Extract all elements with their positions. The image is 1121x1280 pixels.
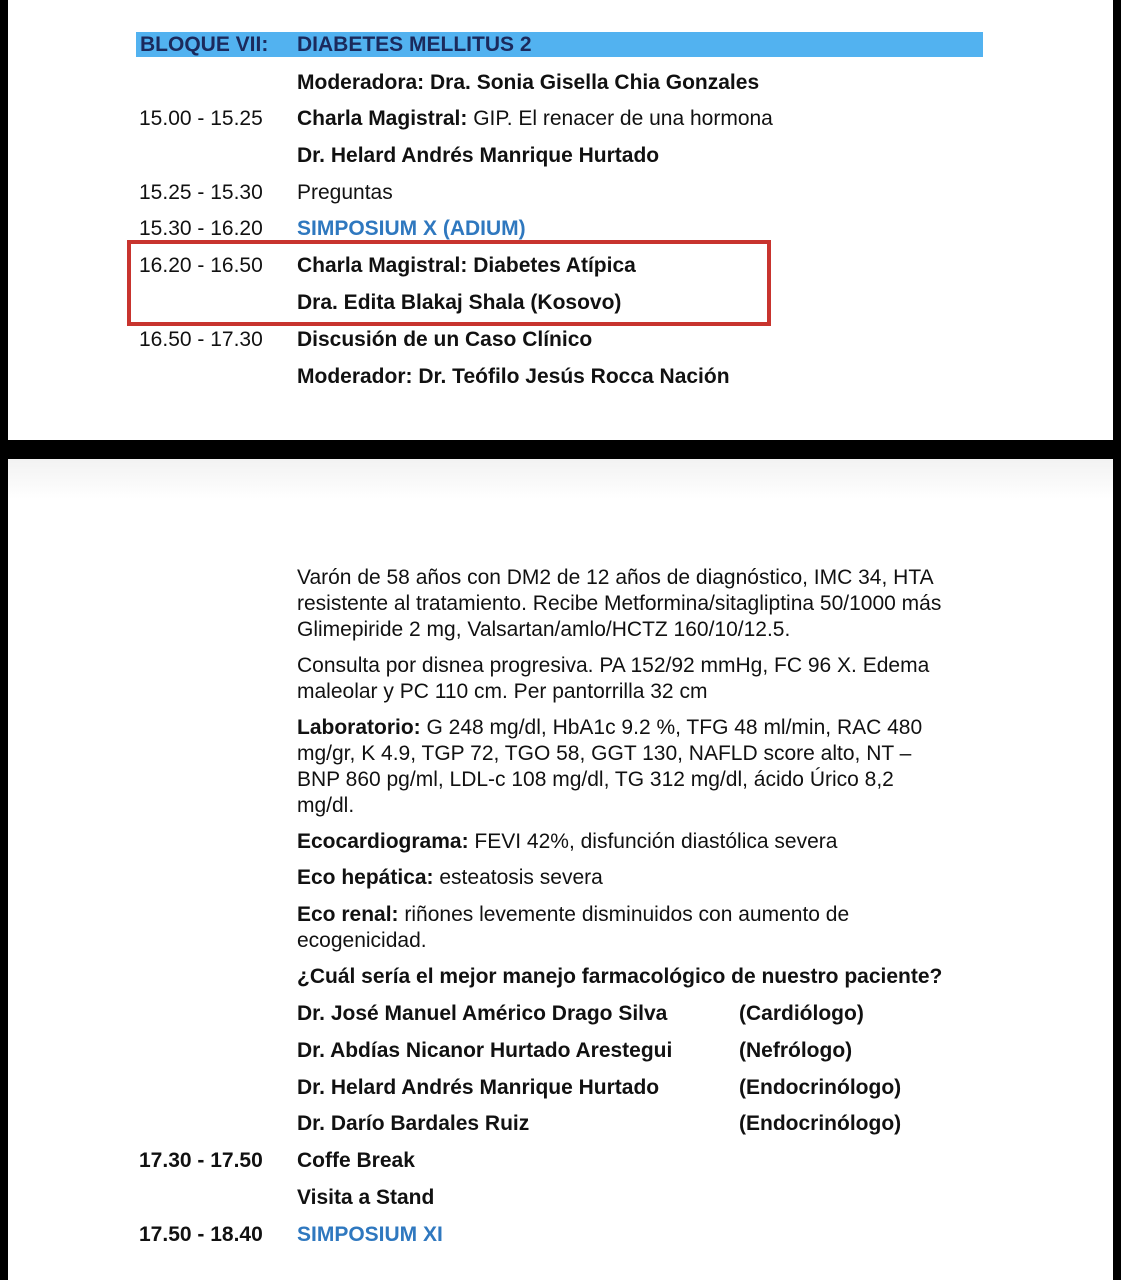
- lab-line: mg/gr, K 4.9, TGP 72, TGO 58, GGT 130, NAFLD score alto, NT –: [297, 742, 912, 765]
- panelist-name: Dr. José Manuel Américo Drago Silva: [297, 1002, 668, 1025]
- renal-echo-text: riñones levemente disminuidos con aumento de: [398, 903, 850, 926]
- symposium-x: SIMPOSIUM X (ADIUM): [297, 217, 526, 240]
- questions: Preguntas: [297, 181, 393, 204]
- case-paragraph-1: [297, 565, 997, 643]
- echo-text: FEVI 42%, disfunción diastólica severa: [468, 830, 838, 853]
- time-1: 15.00 - 15.25: [139, 107, 263, 130]
- case-moderator: Moderador: Dr. Teófilo Jesús Rocca Nación: [297, 365, 730, 388]
- liver-echo-text: esteatosis severa: [433, 866, 603, 889]
- talk-atypical-diabetes: Charla Magistral: Diabetes Atípica: [297, 254, 636, 277]
- renal-echo-line: ecogenicidad.: [297, 929, 427, 952]
- page-shadow: [8, 459, 1113, 499]
- time-5: 16.50 - 17.30: [139, 328, 263, 351]
- lab-line: mg/dl.: [297, 794, 355, 817]
- liver-echo: [297, 865, 997, 891]
- panelist-role: (Endocrinólogo): [739, 1076, 902, 1099]
- lab-text: G 248 mg/dl, HbA1c 9.2 %, TFG 48 ml/min, RAC 480: [420, 716, 923, 739]
- panelist-name: Dr. Darío Bardales Ruiz: [297, 1112, 530, 1135]
- echocardiogram: [297, 829, 997, 855]
- talk-1-label: Charla Magistral:: [297, 107, 468, 130]
- time-2: 15.25 - 15.30: [139, 181, 263, 204]
- talk-1-speaker: Dr. Helard Andrés Manrique Hurtado: [297, 144, 660, 167]
- lab-line: BNP 860 pg/ml, LDL-c 108 mg/dl, TG 312 mg/dl, ácido Úrico 8,2: [297, 768, 894, 791]
- echo-label: Ecocardiograma:: [297, 830, 469, 853]
- case-discussion: Discusión de un Caso Clínico: [297, 328, 593, 351]
- panelist-role: (Endocrinólogo): [739, 1112, 902, 1135]
- talk-1-title: GIP. El renacer de una hormona: [467, 107, 773, 130]
- case-p1-line: Varón de 58 años con DM2 de 12 años de diagnóstico, IMC 34, HTA: [297, 566, 934, 589]
- lab-results: [297, 715, 997, 819]
- time-coffee: 17.30 - 17.50: [139, 1149, 263, 1172]
- talk-atypical-speaker: Dra. Edita Blakaj Shala (Kosovo): [297, 291, 622, 314]
- case-p1-line: Glimepiride 2 mg, Valsartan/amlo/HCTZ 160/10/12.5.: [297, 618, 791, 641]
- talk-1: [297, 106, 773, 132]
- case-paragraph-2: [297, 653, 997, 705]
- time-4: 16.20 - 16.50: [139, 254, 263, 277]
- panelist-role: (Nefrólogo): [739, 1039, 853, 1062]
- program-page-2: [8, 459, 1113, 1280]
- renal-echo-line: [297, 902, 997, 928]
- renal-echo: [297, 902, 997, 954]
- renal-echo-label: Eco renal:: [297, 903, 399, 926]
- case-p2-line: maleolar y PC 110 cm. Per pantorrilla 32 cm: [297, 680, 708, 703]
- block-label: BLOQUE VII:: [140, 33, 269, 56]
- moderator-top: Moderadora: Dra. Sonia Gisella Chia Gonzales: [297, 71, 760, 94]
- liver-echo-label: Eco hepática:: [297, 866, 434, 889]
- case-p1-line: resistente al tratamiento. Recibe Metformina/sitagliptina 50/1000 más: [297, 592, 942, 615]
- panelist-role: (Cardiólogo): [739, 1002, 864, 1025]
- panelist-name: Dr. Abdías Nicanor Hurtado Arestegui: [297, 1039, 673, 1062]
- block-title: DIABETES MELLITUS 2: [297, 33, 532, 56]
- case-p2-line: Consulta por disnea progresiva. PA 152/92 mmHg, FC 96 X. Edema: [297, 654, 930, 677]
- symposium-xi: SIMPOSIUM XI: [297, 1223, 443, 1246]
- program-page-1: [8, 0, 1113, 440]
- block-banner: [136, 32, 983, 57]
- lab-label: Laboratorio:: [297, 716, 421, 739]
- time-3: 15.30 - 16.20: [139, 217, 263, 240]
- coffee-break: Coffe Break: [297, 1149, 415, 1172]
- lab-line: [297, 715, 997, 741]
- stand-visit: Visita a Stand: [297, 1186, 435, 1209]
- time-symposium-xi: 17.50 - 18.40: [139, 1223, 263, 1246]
- panelist-name: Dr. Helard Andrés Manrique Hurtado: [297, 1076, 660, 1099]
- case-question: ¿Cuál sería el mejor manejo farmacológico de nuestro paciente?: [297, 965, 943, 988]
